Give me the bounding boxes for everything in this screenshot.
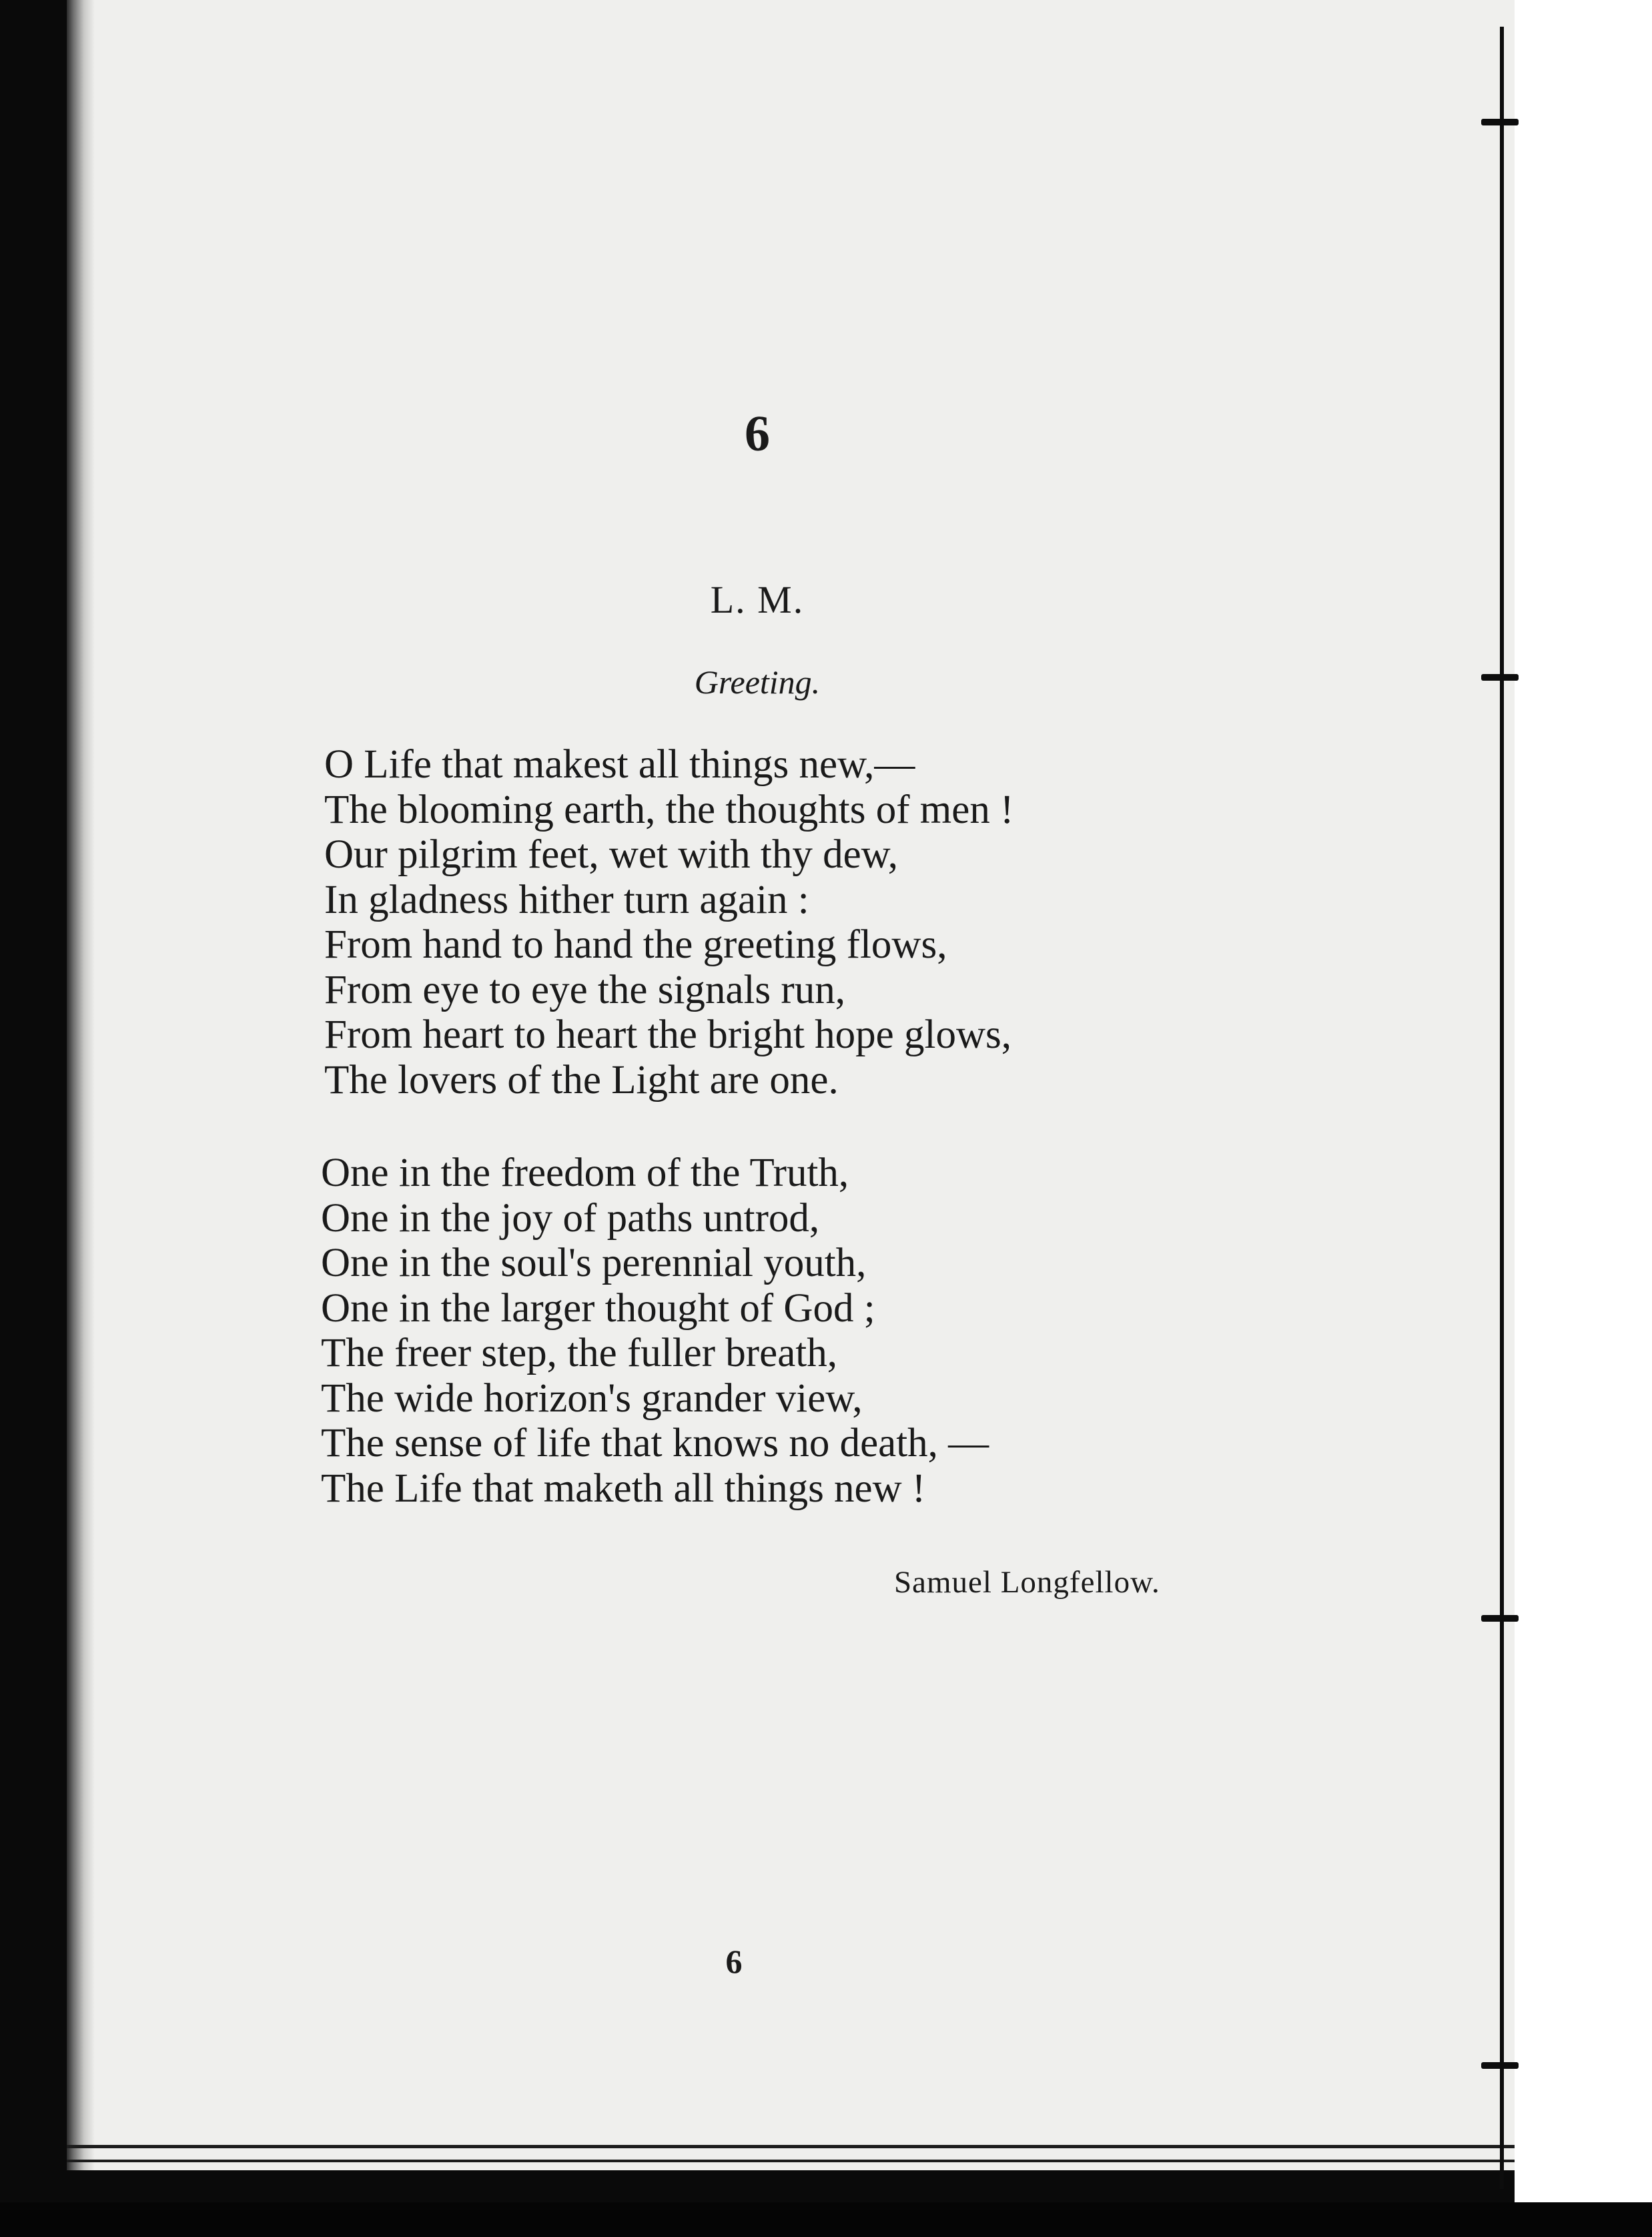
binding-spine-line: [1500, 27, 1504, 2189]
book-gutter: [67, 0, 95, 2170]
bottom-frame-line: [67, 2160, 1515, 2162]
verse-line: One in the larger thought of God ;: [321, 1285, 875, 1331]
verse-line: The sense of life that knows no death, —: [321, 1421, 989, 1466]
hymn-meter: L. M.: [710, 578, 805, 621]
verse-line: One in the freedom of the Truth,: [321, 1151, 849, 1195]
page-number: 6: [725, 1943, 743, 1980]
verse-line: O Life that makest all things new,—: [324, 742, 915, 787]
bottom-frame-line: [67, 2145, 1515, 2148]
verse-line: One in the soul's perennial youth,: [321, 1241, 867, 1285]
verse-line: Our pilgrim feet, wet with thy dew,: [324, 832, 899, 877]
verse-line: In gladness hither turn again :: [324, 877, 809, 922]
verse-line: The Life that maketh all things new !: [321, 1466, 926, 1511]
verse-line: One in the joy of paths untrod,: [321, 1195, 820, 1241]
binding-mark: [1481, 1615, 1519, 1622]
verse-line: The lovers of the Light are one.: [324, 1057, 839, 1102]
scan-bottom-edge: [0, 2202, 1652, 2237]
verse-line: The freer step, the fuller breath,: [321, 1331, 837, 1375]
verse-line: From hand to hand the greeting flows,: [324, 922, 947, 967]
hymn-author: Samuel Longfellow.: [894, 1565, 1160, 1600]
binding-mark: [1481, 2062, 1519, 2069]
verse-line: From eye to eye the signals run,: [324, 967, 845, 1012]
stanza-2: [321, 1151, 1228, 1511]
stanza-1: [324, 742, 1232, 1102]
binding-strip: [1515, 0, 1652, 2237]
hymn-number: 6: [745, 406, 770, 462]
verse-line: The blooming earth, the thoughts of men !: [324, 787, 1014, 832]
verse-line: The wide horizon's grander view,: [321, 1375, 863, 1421]
binding-mark: [1481, 119, 1519, 125]
hymn-title: Greeting.: [694, 663, 821, 701]
verse-line: From heart to heart the bright hope glows,: [324, 1012, 1012, 1057]
